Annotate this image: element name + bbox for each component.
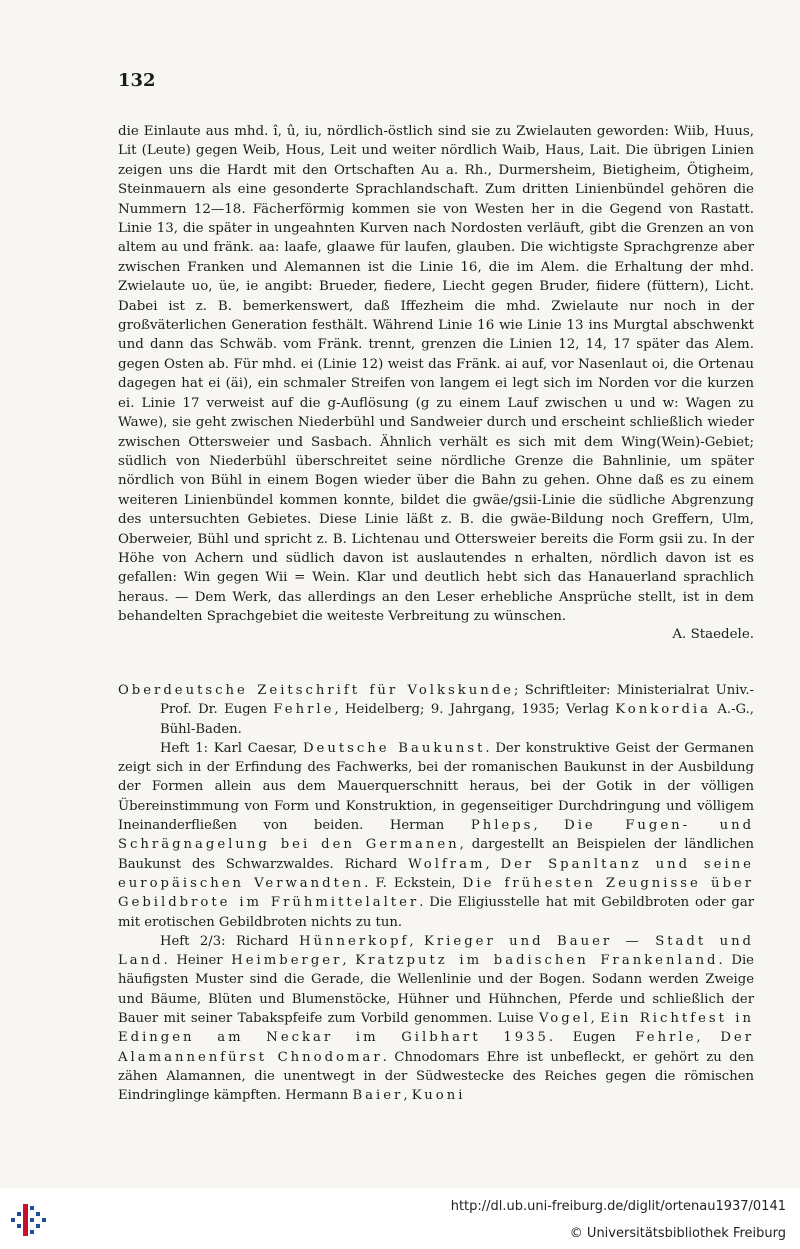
page-number: 132 <box>118 70 156 91</box>
review-heading: Oberdeutsche Zeitschrift für Volkskunde; Schriftleiter: Ministerialrat Univ.-Prof. Dr. Eugen Fehrle, Heidelberg; 9. Jahrgang, 1935; Verlag Konkordia A.-G., Bühl-Baden. <box>118 683 754 737</box>
journal-title: Oberdeutsche Zeitschrift für Volkskunde <box>118 683 514 698</box>
journal-review <box>118 681 754 1106</box>
university-library-logo-icon <box>10 1198 50 1240</box>
review-heft-1: Heft 1: Karl Caesar, Deutsche Baukunst. Der konstruktive Geist der Germanen zeigt sich in der Erfindung des Fachwerks, bei der romanischen Baukunst in der Ausbildung der Formen allein aus dem Mauerquerschnitt heraus, bei der Gotik in der völligen Übereinstimmung von Form und Konstruktion, in gegenseitiger Durchdringung und völligem Ineinanderfließen von beiden. Herman Phleps, Die Fugen- und Schrägnagelung bei den Germanen, dargestellt an Beispielen der ländlichen Baukunst des Schwarzwaldes. Richard Wolfram, Der Spanltanz und seine europäischen Verwandten. F. Eckstein, Die frühesten Zeugnisse über Gebildbrote im Frühmittelalter. Die Eligiusstelle hat mit Gebildbroten oder gar mit erotischen Gebildbroten nichts zu tun. <box>118 740 755 930</box>
article-paragraph: die Einlaute aus mhd. î, û, iu, nördlich-östlich sind sie zu Zwielauten geworden: Wiib, Huus, Lit (Leute) gegen Weib, Hous, Leit und weiter nördlich Waib, Haus, Lait. Die übrigen Linien zeigen uns die Hardt mit den Ortschaften Au a. Rh., Durmersheim, Bietigheim, Ötigheim, Steinmauern als eine gesonderte Sprachlandschaft. Zum dritten Linienbündel gehören die Nummern 12—18. Fächerförmig kommen sie von Westen her in die Gegend von Rastatt. Linie 13, die später in ungeahnten Kurven nach Nordosten verläuft, gibt die Grenzen an von altem au und fränk. aa: laafe, glaawe für laufen, glauben. Die wichtigste Sprachgrenze aber zwischen Franken und Alemannen ist die Linie 16, die im Alem. die Erhaltung der mhd. Zwielaute uo, üe, ie angibt: Brueder, fiedere, Liecht gegen Bruder, fiidere (füttern), Licht. Dabei ist z. B. bemerkenswert, daß Iffezheim die mhd. Zwielaute nur noch in der großväterlichen Generation festhält. Während Linie 16 wie Linie 13 ins Murgtal abschwenkt und dann das Schwäb. vom Fränk. trennt, grenzen die Linien 12, 14, 17 später das Alem. gegen Osten ab. Für mhd. ei (Linie 12) weist das Fränk. ai auf, vor Nasenlaut oi, die Ortenau dagegen hat ei (äi), ein schmaler Streifen von langem ei legt sich im Norden vor die kurzen ei. Linie 17 verweist auf die g-Auflösung (g zu einem Lauf zwischen u und w: Wagen zu Wawe), sie geht zwischen Niederbühl und Sandweier durch und erscheint schließlich wieder zwischen Ottersweier und Sasbach. Ähnlich verhält es sich mit dem Wing(Wein)-Gebiet; südlich von Niederbühl überschreitet seine nördliche Grenze die Bahnlinie, um später nördlich von Bühl in einem Bogen wieder über die Bahn zu gehen. Ohne daß es zu einem weiteren Linienbündel kommen konnte, bildet die gwäe/gsii-Linie die südliche Abgrenzung des untersuchten Gebietes. Diese Linie läßt z. B. die gwäe-Bildung noch Greffern, Ulm, Oberweier, Bühl und spricht z. B. Lichtenau und Ottersweier bereits die Form gsii zu. In der Höhe von Achern und südlich davon ist auslautendes n erhalten, nördlich davon ist es gefallen: Win gegen Wii = Wein. Klar und deutlich hebt sich das Hanauerland sprachlich heraus. — Dem Werk, das allerdings an den Leser erhebliche Ansprüche stellt, ist in dem behandelten Sprachgebiet die weiteste Verbreitung zu wünschen. <box>118 124 754 625</box>
permalink-url[interactable]: http://dl.ub.uni-freiburg.de/diglit/ortenau1937/0141 <box>450 1199 786 1214</box>
review-heft-2-3: Heft 2/3: Richard Hünnerkopf, Krieger und Bauer — Stadt und Land. Heiner Heimberger, Kratzputz im badischen Frankenland. Die häufigsten Muster sind die Gerade, die Wellenlinie und der Bogen. Sodann werden Zweige und Bäume, Blüten und Blumenstöcke, Hühner und Hühnchen, Pferde und schließlich der Bauer mit seiner Tabakspfeife zum Vorbild genommen. Luise Vogel, Ein Richtfest in Edingen am Neckar im Gilbhart 1935. Eugen Fehrle, Der Alamannenfürst Chnodomar. Chnodomars Ehre ist unbefleckt, er gehört zu den zähen Alamannen, die unentwegt in der Südwestecke des Reiches gegen die römischen Eindringlinge kämpften. Hermann Baier, Kuoni <box>118 933 755 1104</box>
article-body <box>118 122 754 644</box>
signature: A. Staedele. <box>672 626 754 642</box>
copyright-notice: © Universitätsbibliothek Freiburg <box>569 1226 786 1241</box>
editor-name: Fehrle <box>273 702 335 718</box>
publisher-name: Konkordia <box>615 702 711 718</box>
